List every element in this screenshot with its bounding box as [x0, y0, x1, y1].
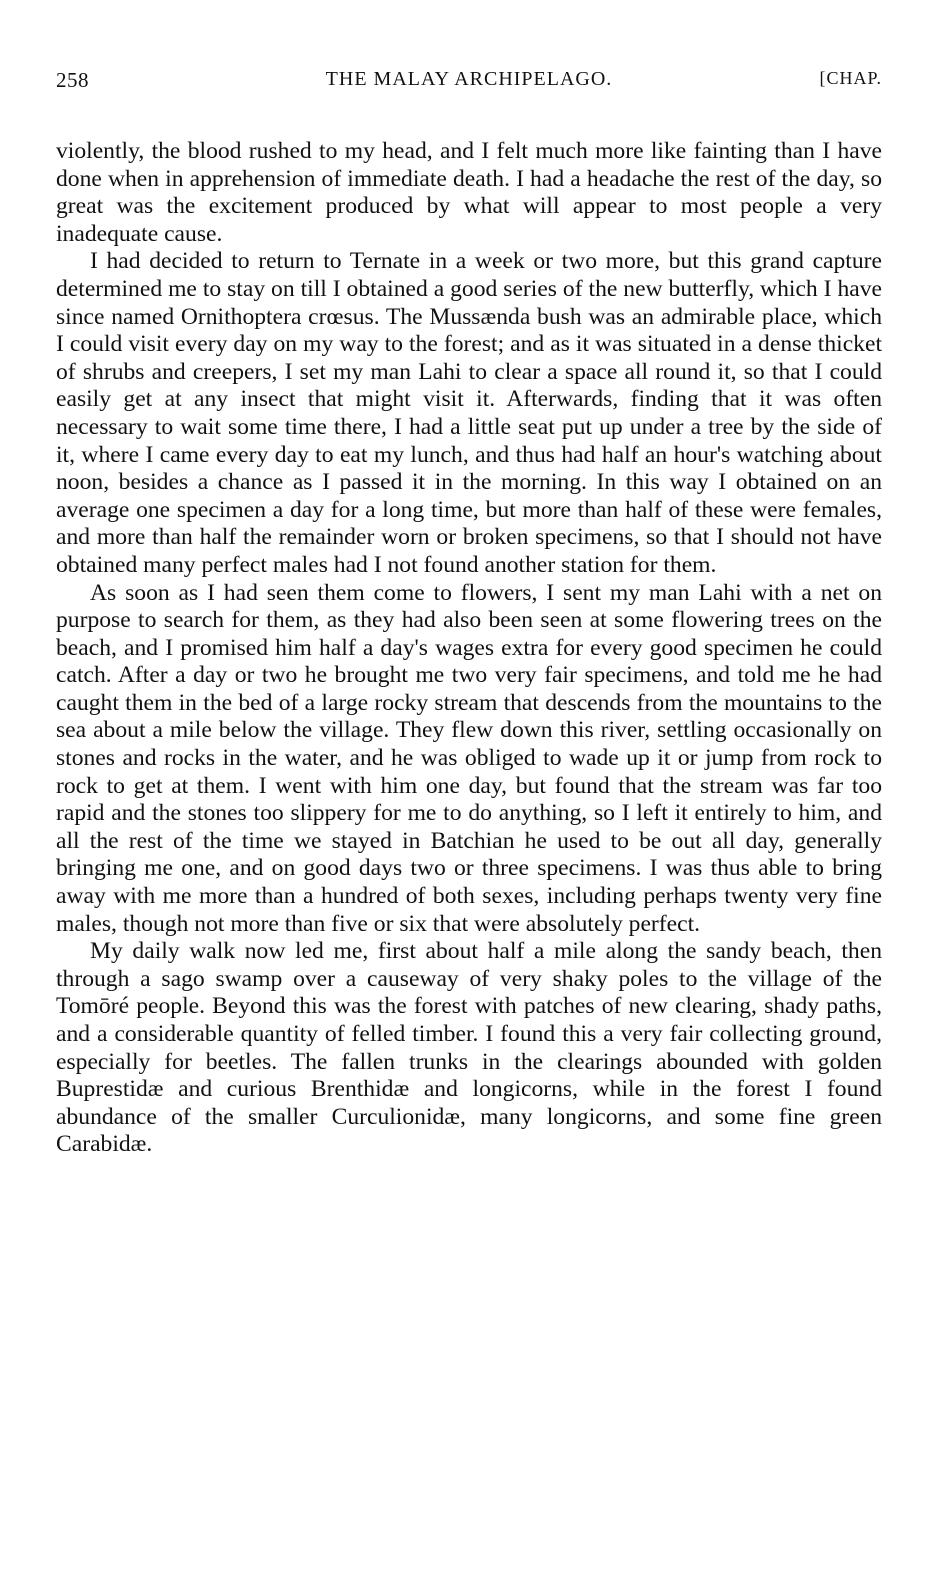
- paragraph: My daily walk now led me, first about half a mile along the sandy beach, then through a sago swamp over a causeway of very shaky poles to the village of the Tomōré people. Beyond this was the forest with patches of new clearing, shady paths, and a considerable quantity of felled timber. I found this a very fair collecting ground, especially for beetles. The fallen trunks in the clearings abounded with golden Buprestidæ and curious Brenthidæ and longicorns, while in the forest I found abundance of the smaller Curculionidæ, many longicorns, and some fine green Carabidæ.: [56, 938, 882, 1158]
- paragraph: I had decided to return to Ternate in a week or two more, but this grand capture determined me to stay on till I obtained a good series of the new butterfly, which I have since named Ornithoptera crœsus. The Mussænda bush was an admirable place, which I could visit every day on my way to the forest; and as it was situated in a dense thicket of shrubs and creepers, I set my man Lahi to clear a space all round it, so that I could easily get at any insect that might visit it. Afterwards, finding that it was often necessary to wait some time there, I had a little seat put up under a tree by the side of it, where I came every day to eat my lunch, and thus had half an hour's watching about noon, besides a chance as I passed it in the morning. In this way I obtained on an average one specimen a day for a long time, but more than half of these were females, and more than half the remainder worn or broken specimens, so that I should not have obtained many perfect males had I not found another station for them.: [56, 248, 882, 578]
- book-page: [56, 64, 882, 1159]
- page-header: [56, 64, 882, 96]
- running-title: THE MALAY ARCHIPELAGO.: [325, 68, 613, 90]
- paragraph: As soon as I had seen them come to flowers, I sent my man Lahi with a net on purpose to search for them, as they had also been seen at some flowering trees on the beach, and I promised him half a day's wages extra for every good specimen he could catch. After a day or two he brought me two very fair specimens, and told me he had caught them in the bed of a large rocky stream that descends from the mountains to the sea about a mile below the village. They flew down this river, settling occasionally on stones and rocks in the water, and he was obliged to wade up it or jump from rock to rock to get at them. I went with him one day, but found that the stream was far too rapid and the stones too slippery for me to do anything, so I left it entirely to him, and all the rest of the time we stayed in Batchian he used to be out all day, generally bringing me one, and on good days two or three specimens. I was thus able to bring away with me more than a hundred of both sexes, including perhaps twenty very fine males, though not more than five or six that were absolutely perfect.: [56, 579, 882, 937]
- page-number: 258: [56, 68, 89, 92]
- page-body: [56, 138, 882, 1159]
- chapter-mark: [CHAP.: [819, 68, 882, 88]
- paragraph-continuation: violently, the blood rushed to my head, and I felt much more like fainting than I have done when in apprehension of immediate death. I had a headache the rest of the day, so great was the excitement produced by what will appear to most people a very inadequate cause.: [56, 138, 882, 247]
